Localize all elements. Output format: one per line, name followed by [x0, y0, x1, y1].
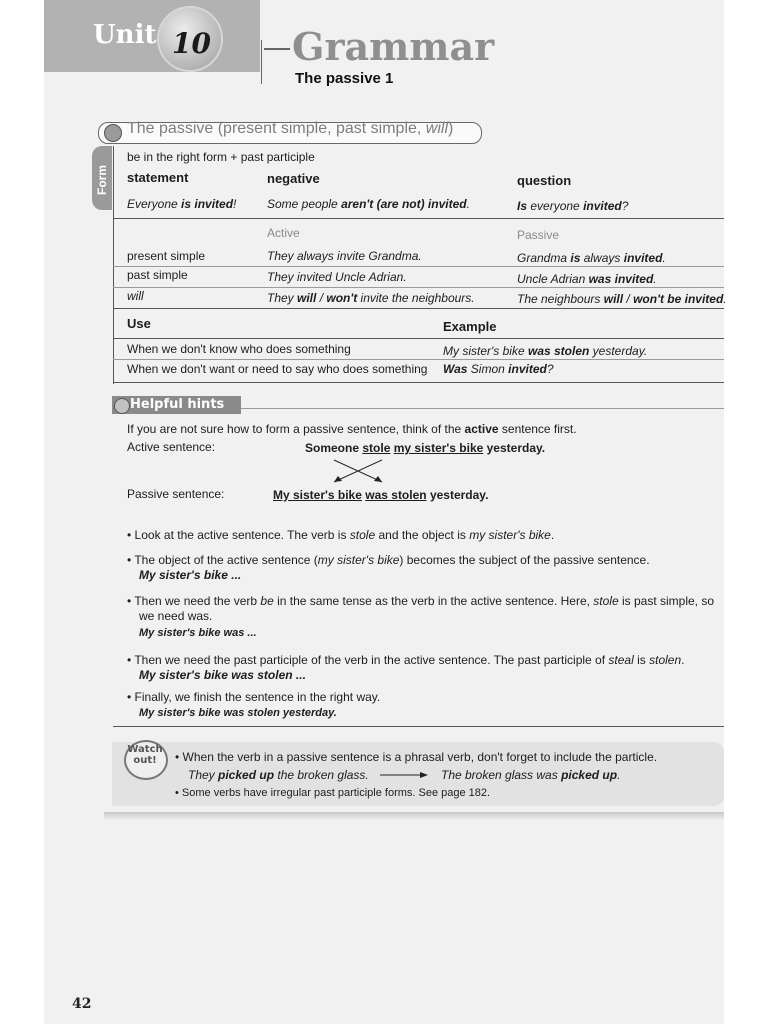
- hints-bullet-icon: [114, 398, 130, 414]
- passive-sentence-label: Passive sentence:: [127, 487, 225, 501]
- passive-will: The neighbours will / won't be invited.: [517, 292, 727, 306]
- page-subtitle: The passive 1: [295, 70, 394, 87]
- watch-out-example-passive: The broken glass was picked up.: [441, 768, 621, 782]
- use-row-1: When we don't know who does something: [127, 342, 351, 356]
- hint-example-4: My sister's bike was stolen ...: [139, 668, 306, 682]
- title-connector: [264, 48, 290, 50]
- col-statement: statement: [127, 170, 189, 185]
- hint-example-5: My sister's bike was stolen yesterday.: [139, 707, 337, 719]
- watch-out-example-active: They picked up the broken glass.: [188, 768, 369, 782]
- active-sentence: Someone stole my sister's bike yesterday.: [305, 441, 546, 455]
- form-divider: [113, 218, 724, 219]
- hint-bullet-4: • Then we need the past participle of the verb in the active sentence. The past participle of steal is stolen.: [127, 653, 685, 667]
- form-rule: be in the right form + past participle: [127, 150, 315, 164]
- tense-past-simple: past simple: [127, 268, 188, 282]
- hint-bullet-5: • Finally, we finish the sentence in the right way.: [127, 690, 381, 704]
- col-question: question: [517, 173, 572, 188]
- form-section-title: The passive (present simple, past simple, will): [127, 120, 454, 137]
- use-divider: [113, 382, 724, 383]
- form-side-tab-label: Form: [95, 165, 109, 195]
- passive-past-simple: Uncle Adrian was invited.: [517, 272, 657, 286]
- hint-bullet-3: • Then we need the verb be in the same tense as the verb in the active sentence. Here, stole is past simple, so: [127, 594, 715, 608]
- passive-header: Passive: [517, 228, 560, 242]
- arrow-right-icon: [378, 770, 430, 780]
- statement-example: Everyone is invited!: [127, 197, 237, 211]
- form-box-left-border: [113, 146, 114, 384]
- tense-will: will: [127, 289, 144, 303]
- hint-bullet-3-line2: we need was.: [139, 609, 213, 623]
- title-divider: [261, 40, 262, 84]
- active-will: They will / won't invite the neighbours.: [267, 291, 475, 305]
- hint-bullet-1: • Look at the active sentence. The verb is stole and the object is my sister's bike.: [127, 528, 555, 542]
- active-past-simple: They invited Uncle Adrian.: [267, 270, 407, 284]
- page-title: Grammar: [292, 24, 495, 69]
- passive-present-simple: Grandma is always invited.: [517, 251, 666, 265]
- example-row-2: Was Simon invited?: [443, 362, 554, 376]
- use-header: Use: [127, 316, 151, 331]
- watch-out-line-3: • Some verbs have irregular past participle forms. See page 182.: [175, 787, 491, 799]
- section-bullet-icon: [104, 124, 122, 142]
- question-example: Is everyone invited?: [517, 199, 629, 213]
- example-row-1: My sister's bike was stolen yesterday.: [443, 344, 648, 358]
- hints-intro: If you are not sure how to form a passive sentence, think of the active sentence first.: [127, 422, 577, 436]
- row-divider: [113, 266, 724, 267]
- negative-example: Some people aren't (are not) invited.: [267, 197, 470, 211]
- example-header: Example: [443, 319, 497, 334]
- form-divider: [113, 308, 724, 309]
- hints-bottom-rule: [113, 726, 724, 727]
- row-divider: [113, 287, 724, 288]
- col-negative: negative: [267, 171, 320, 186]
- helpful-hints-title: Helpful hints: [130, 397, 225, 412]
- watch-out-line-1: • When the verb in a passive sentence is a phrasal verb, don't forget to include the particle.: [175, 750, 658, 764]
- page-number: 42: [72, 996, 92, 1012]
- tense-present-simple: present simple: [127, 249, 206, 263]
- hint-example-2: My sister's bike ...: [139, 568, 242, 582]
- swap-arrows-icon: [320, 456, 400, 486]
- unit-number: 10: [172, 27, 211, 60]
- passive-sentence: My sister's bike was stolen yesterday.: [273, 488, 489, 502]
- hints-rule: [241, 408, 724, 409]
- hint-example-3: My sister's bike was ...: [139, 627, 257, 639]
- use-divider: [113, 338, 724, 339]
- unit-label: Unit: [93, 20, 157, 50]
- use-row-2: When we don't want or need to say who does something: [127, 362, 428, 376]
- box-bottom-shadow: [104, 812, 724, 820]
- active-sentence-label: Active sentence:: [127, 440, 216, 454]
- active-present-simple: They always invite Grandma.: [267, 249, 422, 263]
- watch-out-label: Watch out!: [127, 744, 163, 766]
- row-divider: [113, 359, 724, 360]
- active-header: Active: [267, 226, 300, 240]
- hint-bullet-2: • The object of the active sentence (my sister's bike) becomes the subject of the passive sentence.: [127, 553, 650, 567]
